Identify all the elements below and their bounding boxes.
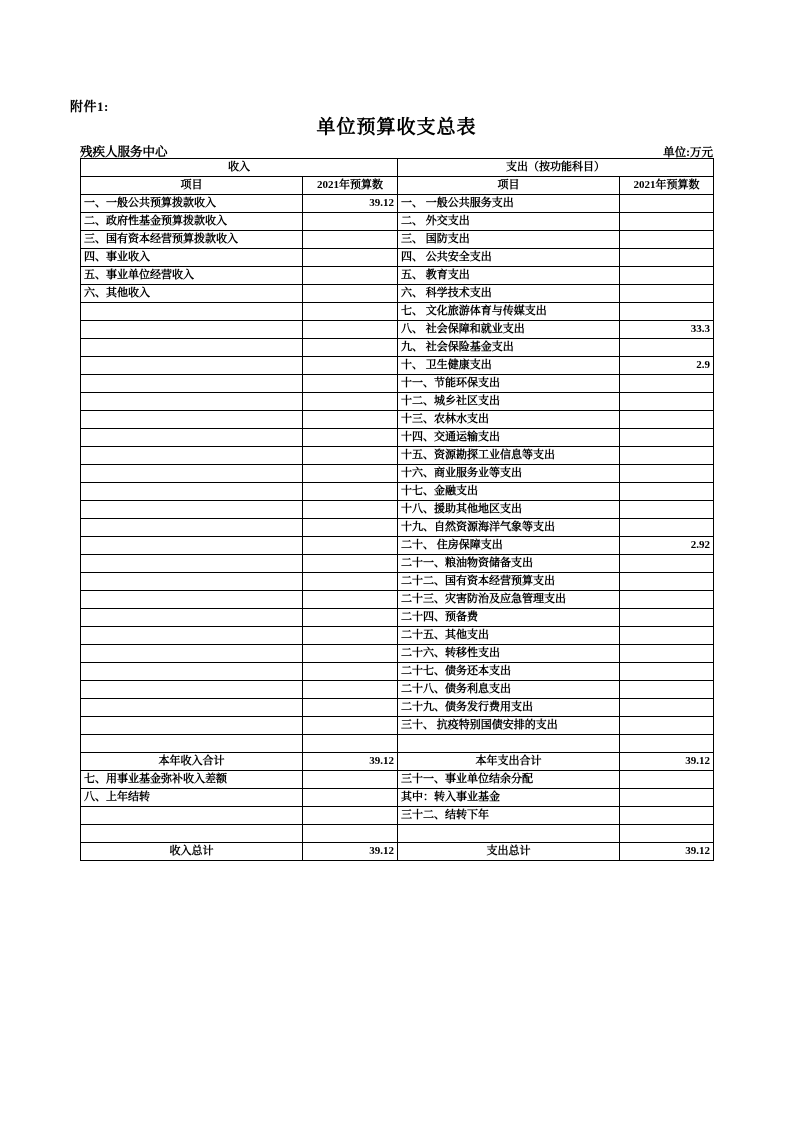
exp-item-value xyxy=(620,789,714,807)
page-title: 单位预算收支总表 xyxy=(316,117,477,138)
exp-item-label xyxy=(398,825,620,843)
income-value-blank xyxy=(303,411,398,429)
exp-item-label: 其中：转入事业基金 xyxy=(398,789,620,807)
income-item-blank xyxy=(81,303,303,321)
table-row xyxy=(81,393,714,411)
exp-item-value xyxy=(620,411,714,429)
income-item-blank xyxy=(81,429,303,447)
col-header-exp-item: 项目 xyxy=(398,177,620,195)
exp-grand-total-value: 39.12 xyxy=(620,843,714,861)
exp-item-value xyxy=(620,555,714,573)
income-value-blank xyxy=(303,555,398,573)
income-item-blank xyxy=(81,411,303,429)
exp-item-label: 二十六、转移性支出 xyxy=(398,645,620,663)
exp-item-value xyxy=(620,267,714,285)
income-item-value xyxy=(303,213,398,231)
income-item-blank xyxy=(81,393,303,411)
exp-item-blank xyxy=(398,735,620,753)
income-value-blank xyxy=(303,717,398,735)
income-value-blank xyxy=(303,699,398,717)
exp-grand-total-label: 支出总计 xyxy=(398,843,620,861)
table-row xyxy=(81,429,714,447)
table-row xyxy=(81,627,714,645)
income-item-blank xyxy=(81,699,303,717)
income-grand-total-value: 39.12 xyxy=(303,843,398,861)
exp-item-value xyxy=(620,501,714,519)
income-item-blank xyxy=(81,375,303,393)
org-name: 残疾人服务中心 xyxy=(80,145,168,159)
table-row xyxy=(81,717,714,735)
income-value-blank xyxy=(303,501,398,519)
table-row xyxy=(81,267,714,285)
table-row xyxy=(81,645,714,663)
income-item-blank xyxy=(81,717,303,735)
income-item-label: 一、一般公共预算拨款收入 xyxy=(81,195,303,213)
table-row xyxy=(81,663,714,681)
exp-item-value xyxy=(620,591,714,609)
exp-item-label: 十三、农林水支出 xyxy=(398,411,620,429)
exp-item-value xyxy=(620,663,714,681)
income-value-blank xyxy=(303,393,398,411)
exp-year-total-label: 本年支出合计 xyxy=(398,753,620,771)
exp-item-label: 六、 科学技术支出 xyxy=(398,285,620,303)
income-item-label: 四、事业收入 xyxy=(81,249,303,267)
table-row-year-total xyxy=(81,753,714,771)
income-item-label: 二、政府性基金预算拨款收入 xyxy=(81,213,303,231)
income-value-blank xyxy=(303,483,398,501)
exp-item-label: 一、 一般公共服务支出 xyxy=(398,195,620,213)
income-item-label xyxy=(81,825,303,843)
exp-item-label: 四、 公共安全支出 xyxy=(398,249,620,267)
exp-item-value xyxy=(620,231,714,249)
exp-item-value xyxy=(620,393,714,411)
exp-item-label: 三十二、结转下年 xyxy=(398,807,620,825)
income-value-blank xyxy=(303,591,398,609)
income-value-blank xyxy=(303,537,398,555)
unit-note: 单位:万元 xyxy=(663,147,713,159)
exp-item-value: 2.9 xyxy=(620,357,714,375)
table-row xyxy=(81,375,714,393)
income-value-blank xyxy=(303,357,398,375)
table-row xyxy=(81,825,714,843)
income-item-value xyxy=(303,285,398,303)
exp-item-value xyxy=(620,483,714,501)
income-grand-total-label: 收入总计 xyxy=(81,843,303,861)
income-value-blank xyxy=(303,375,398,393)
table-row xyxy=(81,591,714,609)
exp-value-blank xyxy=(620,735,714,753)
group-header-expenditure: 支出（按功能科目） xyxy=(398,159,714,177)
income-item-blank xyxy=(81,609,303,627)
income-value-blank xyxy=(303,519,398,537)
income-value-blank xyxy=(303,447,398,465)
exp-item-label: 二十一、粮油物资储备支出 xyxy=(398,555,620,573)
exp-item-label: 八、 社会保障和就业支出 xyxy=(398,321,620,339)
exp-item-label: 二十二、国有资本经营预算支出 xyxy=(398,573,620,591)
income-value-blank xyxy=(303,321,398,339)
exp-item-value xyxy=(620,627,714,645)
table-column-header-row xyxy=(81,177,714,195)
exp-item-value xyxy=(620,717,714,735)
income-item-blank xyxy=(81,483,303,501)
exp-item-label: 十一、节能环保支出 xyxy=(398,375,620,393)
income-item-value xyxy=(303,267,398,285)
income-value-blank xyxy=(303,609,398,627)
exp-item-label: 二十四、预备费 xyxy=(398,609,620,627)
income-value-blank xyxy=(303,627,398,645)
exp-item-value xyxy=(620,213,714,231)
income-item-value xyxy=(303,807,398,825)
exp-item-label: 十九、自然资源海洋气象等支出 xyxy=(398,519,620,537)
table-row xyxy=(81,303,714,321)
exp-item-label: 七、 文化旅游体育与传媒支出 xyxy=(398,303,620,321)
exp-item-value xyxy=(620,339,714,357)
income-item-blank xyxy=(81,663,303,681)
attachment-label: 附件1: xyxy=(70,99,109,114)
exp-item-label: 十、 卫生健康支出 xyxy=(398,357,620,375)
table-row xyxy=(81,447,714,465)
exp-item-label: 十七、金融支出 xyxy=(398,483,620,501)
income-item-label: 五、事业单位经营收入 xyxy=(81,267,303,285)
income-item-label: 三、国有资本经营预算拨款收入 xyxy=(81,231,303,249)
income-item-value xyxy=(303,789,398,807)
exp-item-label: 九、 社会保险基金支出 xyxy=(398,339,620,357)
income-item-blank xyxy=(81,591,303,609)
exp-item-value xyxy=(620,825,714,843)
table-row xyxy=(81,555,714,573)
table-row xyxy=(81,321,714,339)
exp-year-total-value: 39.12 xyxy=(620,753,714,771)
income-item-blank xyxy=(81,555,303,573)
exp-item-value xyxy=(620,465,714,483)
income-item-blank xyxy=(81,339,303,357)
income-item-value xyxy=(303,249,398,267)
table-row xyxy=(81,699,714,717)
exp-item-label: 五、 教育支出 xyxy=(398,267,620,285)
table-row xyxy=(81,357,714,375)
table-row xyxy=(81,465,714,483)
income-item-value xyxy=(303,825,398,843)
table-row xyxy=(81,501,714,519)
table-row-grand-total xyxy=(81,843,714,861)
table-row xyxy=(81,807,714,825)
col-header-income-value: 2021年预算数 xyxy=(303,177,398,195)
income-item-label: 六、其他收入 xyxy=(81,285,303,303)
table-row xyxy=(81,771,714,789)
exp-item-value xyxy=(620,645,714,663)
group-header-income: 收入 xyxy=(81,159,398,177)
income-item-label: 七、用事业基金弥补收入差额 xyxy=(81,771,303,789)
income-item-blank xyxy=(81,465,303,483)
table-row xyxy=(81,195,714,213)
income-item-blank xyxy=(81,321,303,339)
income-value-blank xyxy=(303,303,398,321)
income-year-total-label: 本年收入合计 xyxy=(81,753,303,771)
income-value-blank xyxy=(303,645,398,663)
exp-item-value xyxy=(620,195,714,213)
income-item-blank xyxy=(81,645,303,663)
table-row xyxy=(81,681,714,699)
exp-item-value xyxy=(620,447,714,465)
income-item-value xyxy=(303,771,398,789)
income-item-blank xyxy=(81,735,303,753)
exp-item-value xyxy=(620,573,714,591)
income-item-label: 八、上年结转 xyxy=(81,789,303,807)
income-item-blank xyxy=(81,681,303,699)
exp-item-value xyxy=(620,303,714,321)
exp-item-value xyxy=(620,519,714,537)
exp-item-label: 二、 外交支出 xyxy=(398,213,620,231)
table-row xyxy=(81,789,714,807)
table-row xyxy=(81,249,714,267)
exp-item-value xyxy=(620,699,714,717)
income-item-blank xyxy=(81,501,303,519)
exp-item-label: 二十七、债务还本支出 xyxy=(398,663,620,681)
income-item-label xyxy=(81,807,303,825)
table-row xyxy=(81,339,714,357)
income-item-blank xyxy=(81,519,303,537)
table-row xyxy=(81,609,714,627)
exp-item-label: 十四、交通运输支出 xyxy=(398,429,620,447)
exp-item-label: 二十八、债务利息支出 xyxy=(398,681,620,699)
exp-item-label: 十八、援助其他地区支出 xyxy=(398,501,620,519)
exp-item-label: 三十一、事业单位结余分配 xyxy=(398,771,620,789)
table-row xyxy=(81,285,714,303)
income-year-total-value: 39.12 xyxy=(303,753,398,771)
income-item-blank xyxy=(81,447,303,465)
exp-item-label: 三十、 抗疫特别国债安排的支出 xyxy=(398,717,620,735)
table-row xyxy=(81,231,714,249)
table-row xyxy=(81,537,714,555)
exp-item-label: 二十五、其他支出 xyxy=(398,627,620,645)
table-row xyxy=(81,483,714,501)
exp-item-value xyxy=(620,609,714,627)
exp-item-label: 十五、资源勘探工业信息等支出 xyxy=(398,447,620,465)
income-item-value: 39.12 xyxy=(303,195,398,213)
table-row xyxy=(81,573,714,591)
income-value-blank xyxy=(303,663,398,681)
table-row xyxy=(81,519,714,537)
income-item-value xyxy=(303,231,398,249)
table-row xyxy=(81,411,714,429)
budget-table xyxy=(80,158,714,861)
income-item-blank xyxy=(81,627,303,645)
exp-item-value xyxy=(620,681,714,699)
income-item-blank xyxy=(81,573,303,591)
income-value-blank xyxy=(303,465,398,483)
income-value-blank xyxy=(303,429,398,447)
exp-item-value: 2.92 xyxy=(620,537,714,555)
exp-item-label: 二十三、灾害防治及应急管理支出 xyxy=(398,591,620,609)
exp-item-value xyxy=(620,249,714,267)
exp-item-value xyxy=(620,771,714,789)
income-value-blank xyxy=(303,573,398,591)
income-value-blank xyxy=(303,681,398,699)
exp-item-value xyxy=(620,375,714,393)
col-header-income-item: 项目 xyxy=(81,177,303,195)
exp-item-label: 二十、 住房保障支出 xyxy=(398,537,620,555)
table-row xyxy=(81,213,714,231)
exp-item-label: 三、 国防支出 xyxy=(398,231,620,249)
income-value-blank xyxy=(303,735,398,753)
exp-item-label: 十二、城乡社区支出 xyxy=(398,393,620,411)
income-value-blank xyxy=(303,339,398,357)
exp-item-value: 33.3 xyxy=(620,321,714,339)
table-group-header-row xyxy=(81,159,714,177)
exp-item-label: 二十九、债务发行费用支出 xyxy=(398,699,620,717)
exp-item-value xyxy=(620,807,714,825)
income-item-blank xyxy=(81,537,303,555)
exp-item-value xyxy=(620,285,714,303)
table-row-spacer xyxy=(81,735,714,753)
exp-item-label: 十六、商业服务业等支出 xyxy=(398,465,620,483)
col-header-exp-value: 2021年预算数 xyxy=(620,177,714,195)
exp-item-value xyxy=(620,429,714,447)
income-item-blank xyxy=(81,357,303,375)
